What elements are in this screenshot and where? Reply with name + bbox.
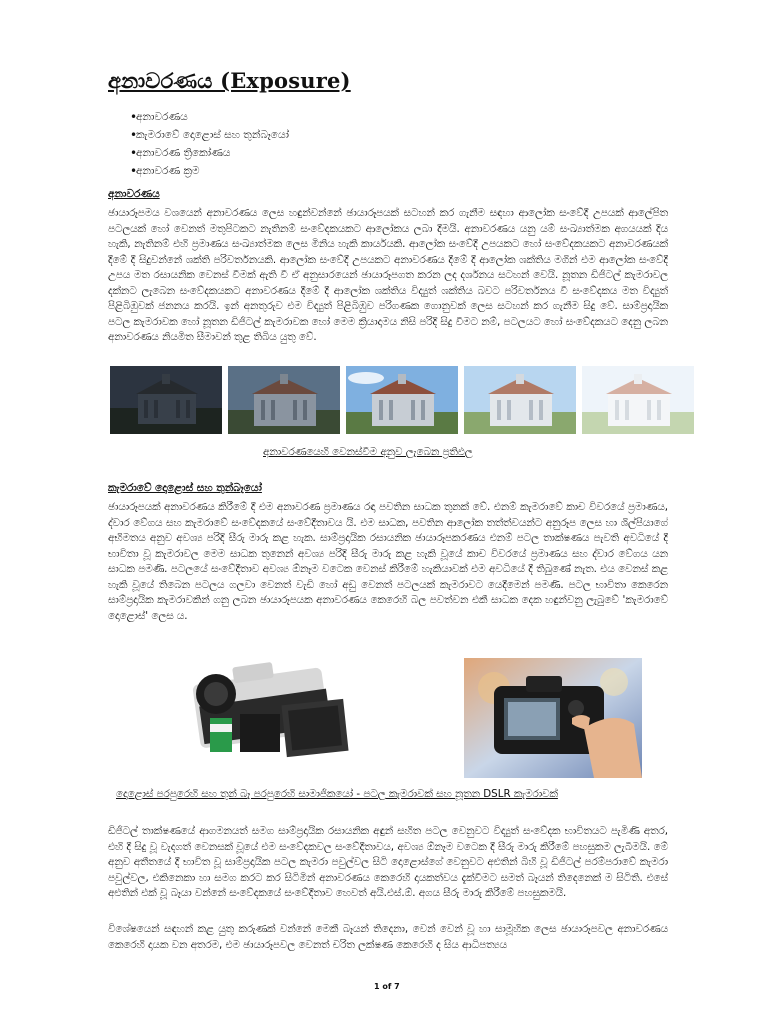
page-title: අනාවරණය (Exposure): [108, 68, 351, 93]
section-heading-camera-factors: කැමරාවේ දොළොස් සහ තුන්බෑයෝ: [108, 482, 262, 494]
exposure-photo-bright: [582, 366, 694, 434]
three-factors-paragraph: විශේෂයෙන් සඳහන් කළ යුතු කරුණක් වන්නේ මෙකී බෑයන් තිදෙනා, වෙන් වෙන් වූ හා සාමූහික ලෙස ඡායාරූපවල අනාවරණය කෙරෙහි දායක වන අතරම, එම ඡායාරූපවල වෙනත් චරිත ලක්ෂණ කෙරෙහි ද සිය ආධිපත්‍යය: [108, 923, 668, 951]
exposure-strip-caption: අනාවරණයෙහි වෙනස්වීම අනුව ලැබෙන ප්‍රතිඵල: [263, 446, 473, 458]
toc-item[interactable]: • අනාවරණ ත්‍රිකෝණය: [108, 144, 289, 162]
table-of-contents: [108, 108, 289, 180]
camera-factors-paragraph: ඡායාරූපයක් අනාවරණය කිරීමේ දී එම අනාවරණ ප්‍රමාණය රඳා පවතින සාධක තුනක් වේ. එනම් කැමරාවේ කාච විවරයේ ප්‍රමාණය, ද්වාර වේගය සහ කැමරාවේ සංවේදකයේ සංවේදීතාවය යි. එම සාධක, පවතින ආලෝක තත්ත්වයන්ට අනුරූප ලෙස හා ශිල්පියාගේ අභිමතය අනුව අවශ්‍ය පරිදි සීරු මාරු කළ හැක. සාම්ප්‍රදායික රසායනික ඡායාරූපකරණය එනම් පටල තාක්ෂණය පැවති අවධියේ දී භාවිතා වූ කැමරාවල මෙම සාධක තුනෙන් අවශ්‍ය පරිදි සීරු මාරු කළ හැකි වූයේ කාච විවරයේ ප්‍රමාණය සහ ද්වාර වේගය යන සාධක පමණි. පටලයේ සංවේදීතාව අවශ්‍ය ඕනෑම වටෙක වෙනස් කිරීමේ හැකියාවක් එම අවධියේ දී තිබුණේ නැත. එය වෙනස් කළ හැකි වූයේ තිබෙන පටලය ගලවා වෙනත් වැඩි හෝ අඩු වෙනත් පටලයක් කැමරාවට යෙදීමෙන් පමණි. පටල භාවිතා කෙරෙන සාම්ප්‍රදායික කැමරාවකින් ගනු ලබන ඡායාරූපයක අනාවරණය කෙරෙහි බල පවත්වන එකී සාධක දෙක හඳුන්වනු ලැබුවේ 'කැමරාවේ දොළොස්' ලෙස ය.: [108, 501, 668, 622]
toc-item[interactable]: • කැමරාවේ දොළොස් සහ තුන්බෑයෝ: [108, 126, 289, 144]
exposure-photo-normal: [346, 366, 458, 434]
exposure-strip: [110, 366, 690, 434]
exposure-paragraph: ඡායාරූපමය වශයෙන් අනාවරණය ලෙස හඳුන්වන්නේ ඡායාරූපයක් සටහන් කර ගැනීම සඳහා ආලෝක සංවේදී උපයක් ආලේපිත පටලයක් හෝ වෙනත් මතුපිටකට නැතිනම් සංවේදකයකට ආලෝකය ලබා දීමයි. අනාවරණය යනු යම් සංඛ්‍යාත්මක අගයයක් දිය හැකි, නැතිනම් එහි ප්‍රමාණය සංඛ්‍යාත්මක ලෙස මිනිය හැකි කාර්යයකි. ආලෝක සංවේදී උපයකට හෝ සංවේදකයකට අනාවරණයක් දීමේ දී සිදුවන්නේ ශක්ති පරිවර්තනයකි. ආලෝක සංවේදී උපයකට අනාවරණය දීමේ දී ආලෝක ශක්තිය මගින් එම ආලෝක සංවේදී උපය මත රසායනික වෙනස් වීමක් ඇති වී ඒ අනුසාරයෙන් ඡායාරූපගත කරන ලද දර්ශනය සටහන් වෙයි. නූතන ඩිජිටල් කැමරාවල දක්නට ලැබෙන සංවේදකයකට අනාවරණය දීමේ දී ආලෝක ශක්තිය විද්‍යුත් ශක්තිය බවට පරිවර්තනය වී සංවේදකය මත විද්‍යුත් පිළිබිඹුවක් ජනනය කරයි. ඉන් අනතුරුව එම විද්‍යුත් පිළිබිඹුව පරිගණක ගොනුවක් ලෙස සටහන් කර ගැනීම සිදු වේ. සාම්ප්‍රදායික පටල කැමරාවක හෝ නූතන ඩිජිටල් කැමරාවක හෝ මෙම ක්‍රියාදාමය නිසි පරිදි සිදු වීමට නම්, පටලයට හෝ සංවේදකයට දෙනු ලබන අනාවරණය නියමිත සීමාවන් තුළ තිබිය යුතු වේ.: [108, 207, 668, 343]
dslr-camera-photo: [464, 658, 642, 778]
film-camera-photo: [180, 658, 358, 768]
toc-item[interactable]: • අනාවරණය: [108, 108, 289, 126]
section-heading-exposure: අනාවරණය: [108, 188, 160, 200]
page-number: 1 of 7: [374, 982, 400, 991]
exposure-photo-underexposed: [228, 366, 340, 434]
exposure-photo-overexposed: [464, 366, 576, 434]
camera-photos-caption: දොළොස් පරපුරෙහි සහ තුන් බෑ පරපුරෙහි සාමාජිකයෝ - පටල කැමරාවක් සහ නූතන DSLR කැමරාවක්: [116, 788, 558, 800]
digital-era-paragraph: ඩිජිටල් තාක්ෂණයේ ආගමනයත් සමග සාම්ප්‍රදායික රසායනික අඳුන් සහිත පටල වෙනුවට විද්‍යුත් සංවේදක භාවිතයට පැමිණි අතර, එහි දී සිදු වූ වැදගත් වෙනසක් වූයේ එම සංවේදකවල සංවේදීතාවය, අවශ්‍ය ඕනෑම වටෙක දී සීරු මාරු කිරීමේ පහසුකම ලැබීමයි. මේ අනුව අතීතයේ දී භාවිත වූ සාම්ප්‍රදායික පටල කැමරා පවුල්වල සිටි දොළොස්ගේ වෙනුවට අළුතින් බිහි වූ ඩිජිටල් පරම්පරාවේ කැමරා පවුල්වල, එකිනෙකා හා සමග කරට කර සිටිමින් අනාවරණය කෙරෙහි දායකත්වය දැක්වීමට සමත් බෑයන් තිදෙනෙක් ම සිටිති. එසේ අළුතින් එක් වූ බෑයා වන්නේ සංවේදකයේ සංවේදීතාව හෙවත් අයි.එස්.ඕ. අගය සීරු මාරු කිරීමේ පහසුකමයි.: [108, 825, 668, 899]
toc-item[interactable]: • අනාවරණ ක්‍රම: [108, 162, 289, 180]
exposure-photo-dark: [110, 366, 222, 434]
